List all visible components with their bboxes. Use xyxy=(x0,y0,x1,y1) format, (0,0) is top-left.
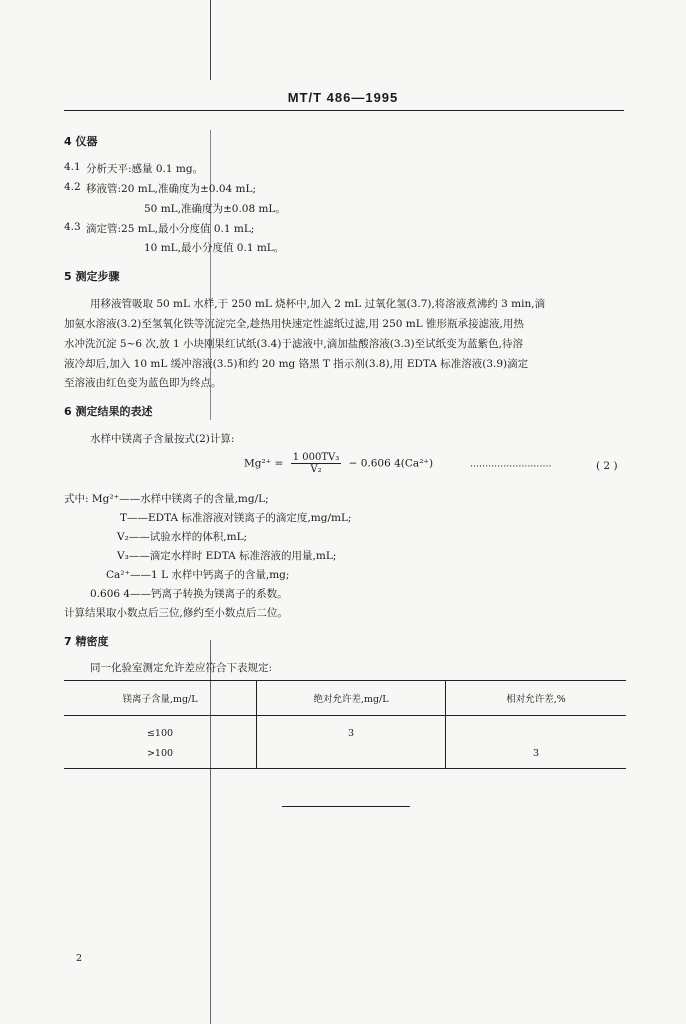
where-t: T——EDTA 标准溶液对镁离子的滴定度,mg/mL; xyxy=(120,512,352,524)
formula-intro: 水样中镁离子含量按式(2)计算: xyxy=(90,433,235,445)
formula-lhs: Mg²⁺ = xyxy=(244,457,284,470)
table-cell: ≤100 xyxy=(146,727,174,739)
item-4-2-continuation: 50 mL,准确度为±0.08 mL。 xyxy=(144,203,286,215)
formula-rest: − 0.606 4(Ca²⁺) xyxy=(348,457,434,470)
section-5-heading: 5 测定步骤 xyxy=(64,270,120,283)
formula-numerator: 1 000TV₃ xyxy=(292,452,340,463)
section-6-heading: 6 测定结果的表述 xyxy=(64,405,153,418)
table-cell: 3 xyxy=(257,716,446,744)
procedure-line-1: 用移液管吸取 50 mL 水样,于 250 mL 烧杯中,加入 2 mL 过氧化氢(3.7),将溶液煮沸约 3 min,滴 xyxy=(90,298,546,310)
rounding-note: 计算结果取小数点后三位,修约至小数点后二位。 xyxy=(64,607,288,619)
item-4-3-number: 4.3 xyxy=(64,221,81,233)
formula-fraction xyxy=(291,452,342,475)
formula-number: ( 2 ) xyxy=(596,460,618,472)
header-relative-tolerance: 相对允许差,% xyxy=(446,681,627,716)
tolerance-table xyxy=(64,680,626,769)
standard-code: MT/T 486—1995 xyxy=(287,90,399,105)
header-rule xyxy=(64,110,624,111)
where-coefficient: 0.606 4——钙离子转换为镁离子的系数。 xyxy=(90,588,288,600)
procedure-line-5: 至溶液由红色变为蓝色即为终点。 xyxy=(64,377,222,389)
item-4-1-text: 分析天平:感量 0.1 mg。 xyxy=(86,163,204,175)
item-4-2-text: 移液管:20 mL,准确度为±0.04 mL; xyxy=(86,183,256,195)
precision-intro: 同一化验室测定允许差应符合下表规定: xyxy=(90,662,273,674)
where-v3: V₃——滴定水样时 EDTA 标准溶液的用量,mL; xyxy=(117,550,337,562)
where-mg: 式中: Mg²⁺——水样中镁离子的含量,mg/L; xyxy=(64,493,269,505)
formula-leader-dots: ··························· xyxy=(470,461,552,472)
table-row xyxy=(64,716,626,744)
header-absolute-tolerance: 绝对允许差,mg/L xyxy=(257,681,446,716)
procedure-line-2: 加氨水溶液(3.2)至氢氧化铁等沉淀完全,趁热用快速定性滤纸过滤,用 250 mL 锥形瓶承接滤液,用热 xyxy=(64,318,524,330)
table-cell xyxy=(257,743,446,769)
table-header-row xyxy=(64,681,626,716)
section-7-heading: 7 精密度 xyxy=(64,635,109,648)
item-4-1-number: 4.1 xyxy=(64,161,81,173)
formula-denominator: V₂ xyxy=(310,464,322,475)
item-4-3-text: 滴定管:25 mL,最小分度值 0.1 mL; xyxy=(86,223,255,235)
item-4-2-number: 4.2 xyxy=(64,181,81,193)
table-cell xyxy=(446,716,627,744)
section-4-heading: 4 仪器 xyxy=(64,135,98,148)
item-4-3-continuation: 10 mL,最小分度值 0.1 mL。 xyxy=(144,242,285,254)
page-number: 2 xyxy=(76,953,83,964)
procedure-line-3: 水冲洗沉淀 5~6 次,放 1 小块刚果红试纸(3.4)于滤液中,滴加盐酸溶液(3.3)至试纸变为蓝紫色,待溶 xyxy=(64,338,523,350)
where-ca: Ca²⁺——1 L 水样中钙离子的含量,mg; xyxy=(106,569,290,581)
table-cell: >100 xyxy=(64,743,257,769)
end-of-standard-rule xyxy=(282,806,410,807)
table-row xyxy=(64,743,626,769)
scan-fold-line xyxy=(210,0,211,80)
procedure-line-4: 液冷却后,加入 10 mL 缓冲溶液(3.5)和约 20 mg 铬黑 T 指示剂(3.8),用 EDTA 标准溶液(3.9)滴定 xyxy=(64,358,529,370)
where-v2: V₂——试验水样的体积,mL; xyxy=(117,531,248,543)
header-mg-content: 镁离子含量,mg/L xyxy=(64,681,257,716)
table-cell: 3 xyxy=(446,743,627,769)
formula-equation xyxy=(244,452,433,475)
